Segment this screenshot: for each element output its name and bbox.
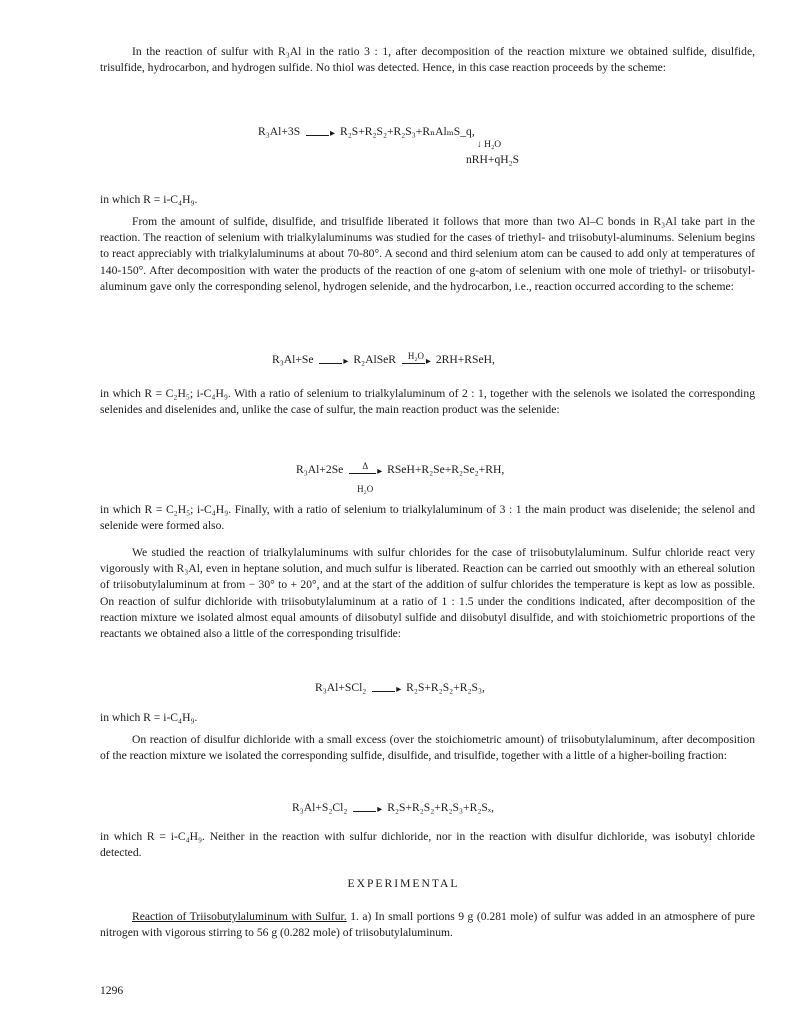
paragraph-text: in which R = C₂H₅; i-C₄H₉. Finally, with a ratio of selenium to trialkylaluminum of 3 : 1 the main product was diselenide; the selenol and selenide were formed also. bbox=[100, 503, 755, 533]
equation-middle: R₂AlSeR bbox=[353, 353, 397, 366]
equation-left: R₃Al+S₂Cl₂ bbox=[292, 801, 348, 814]
paragraph-isobutyl-chloride bbox=[100, 829, 755, 861]
paragraph-text: We studied the reaction of trialkylaluminums with sulfur chlorides for the case of triisobutylaluminum. Sulfur chloride react very vigorously with R₃Al, even in heptane solution, and much sulfur is liberated. Reaction can be carried out smoothly with an ethereal solution of triisobutylaluminum at from − 30° to + 20°, and at the start of the addition of sulfur chlorides the temperature is kept as low as possible. On reaction of sulfur dichloride with triisobutylaluminum at a ratio of 1 : 1.5 under the conditions indicated, after decomposition of the reaction mixture we isolated almost equal amounts of diisobutyl sulfide and diisobutyl disulfide, and with stoichiometric proportions of the reactants we obtained also a little of the corresponding trisulfide: bbox=[100, 546, 755, 641]
equation-left: R₃Al+Se bbox=[272, 353, 314, 366]
paragraph-r-definition bbox=[100, 192, 755, 208]
paragraph-text bbox=[100, 909, 755, 941]
equation-right: 2RH+RSeH, bbox=[435, 353, 495, 366]
paragraph-text: In the reaction of sulfur with R₃Al in the ratio 3 : 1, after decomposition of the reaction mixture we obtained sulfide, disulfide, trisulfide, hydrocarbon, and hydrogen sulfide. No thiol was detected. Hence, in this case reaction proceeds by the scheme: bbox=[100, 45, 755, 75]
equation-sulfur-dichloride bbox=[315, 681, 485, 694]
arrow-condition-heat: Δ bbox=[362, 461, 369, 471]
section-heading: EXPERIMENTAL bbox=[347, 877, 460, 890]
paragraph-sulfur-chlorides bbox=[100, 545, 755, 642]
experiment-title: Reaction of Triisobutylaluminum with Sulfur. bbox=[132, 910, 347, 923]
paragraph-sulfur-reaction bbox=[100, 44, 755, 76]
paragraph-disulfur-dichloride bbox=[100, 732, 755, 764]
arrow-condition-water: H₂O bbox=[357, 484, 374, 494]
arrow-condition: H₂O bbox=[407, 351, 424, 361]
equation-right: R₂S+R₂S₂+R₂S₃, bbox=[406, 681, 485, 694]
experiment-text: 1. a) In small portions 9 g (0.281 mole) of sulfur was added in an atmosphere of pure nitrogen with vigorous stirring to 56 g (0.282 mole) of triisobutylaluminum. bbox=[100, 910, 755, 940]
equation-right: R₂S+R₂S₂+R₂S₃+R₂Sₓ, bbox=[387, 801, 495, 814]
paragraph-experimental bbox=[100, 909, 755, 941]
paragraph-selenide bbox=[100, 386, 755, 418]
paragraph-text: On reaction of disulfur dichloride with a small excess (over the stoichiometric amount) of triisobutylaluminum, after decomposition of the reaction mixture we isolated the corresponding sulfide, disulfide, and trisulfide, together with a little of a higher-boiling fraction: bbox=[100, 733, 755, 763]
paragraph-text: in which R = C₂H₅; i-C₄H₉. With a ratio of selenium to trialkylaluminum of 2 : 1, together with the selenols we isolated the corresponding selenides and diselenides and, unlike the case of sulfur, the main reaction product was the selenide: bbox=[100, 387, 755, 417]
page-number: 1296 bbox=[100, 984, 124, 997]
equation-right: RSeH+R₂Se+R₂Se₂+RH, bbox=[387, 463, 505, 476]
equation-selenide-scheme bbox=[296, 461, 505, 494]
paragraph-selenium-reaction bbox=[100, 214, 755, 295]
paragraph-text: in which R = i-C₄H₉. bbox=[100, 193, 198, 206]
equation-left: R₃Al+2Se bbox=[296, 463, 344, 476]
equation-left: R₃Al+SCl₂ bbox=[315, 681, 367, 694]
equation-hydrolysis-step: ↓ H₂O bbox=[477, 140, 502, 150]
paragraph-text: in which R = i-C₄H₉. Neither in the reaction with sulfur dichloride, nor in the reaction with disulfur dichloride, was isobutyl chloride detected. bbox=[100, 830, 755, 860]
equation-right: R₂S+R₂S₂+R₂S₃+RₙAlₘS_q, bbox=[339, 125, 475, 138]
equation-hydrolysis-products: nRH+qH₂S bbox=[466, 153, 520, 166]
equation-sulfur-scheme bbox=[258, 124, 475, 138]
equation-selenium-scheme bbox=[272, 353, 495, 366]
equation-disulfur-dichloride bbox=[292, 801, 494, 814]
paragraph-diselenide bbox=[100, 502, 755, 534]
paragraph-r-definition-2 bbox=[100, 710, 755, 726]
equation-left: R₃Al+3S bbox=[258, 125, 301, 138]
paragraph-text: in which R = i-C₄H₉. bbox=[100, 711, 198, 724]
paragraph-text: From the amount of sulfide, disulfide, and trisulfide liberated it follows that more than two Al–C bonds in R₃Al take part in the reaction. The reaction of selenium with trialkylaluminums was studied for the cases of triethyl- and triisobutyl-aluminums. Selenium begins to react appreciably with trialkylaluminums at about 70-80°. A second and third selenium atom can be caused to add only at temperatures of 140-150°. After decomposition with water the products of the reaction of one g-atom of selenium with one mole of triethyl- or triisobutyl-aluminum gave only the corresponding selenol, hydrogen selenide, and the hydrocarbon, i.e., reaction occurred according to the scheme: bbox=[100, 215, 755, 293]
